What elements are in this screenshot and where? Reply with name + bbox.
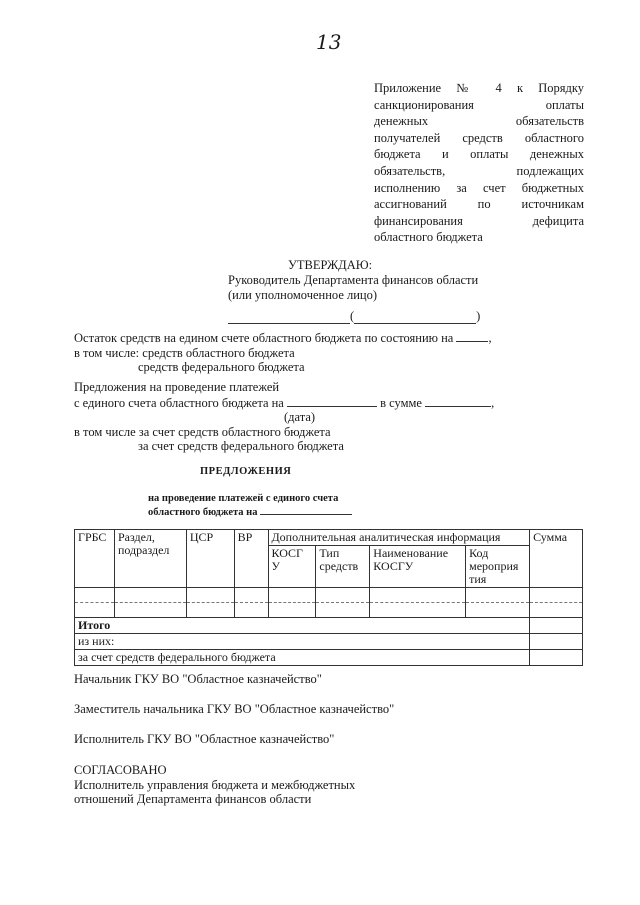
table-cell[interactable]	[530, 603, 583, 618]
agreed-title: СОГЛАСОВАНО	[74, 763, 167, 777]
signature-head: Начальник ГКУ ВО "Областное казначейство"	[74, 672, 322, 686]
appendix-line: ассигнований по источникам	[374, 197, 584, 212]
of-which-sum[interactable]	[530, 634, 583, 650]
appendix-line: Приложение № 4 к Порядку	[374, 81, 584, 95]
approval-block	[228, 258, 480, 324]
table-cell[interactable]	[75, 588, 115, 603]
table-cell[interactable]	[530, 588, 583, 603]
approval-line: Руководитель Департамента финансов области	[228, 273, 479, 287]
proposals-table	[74, 529, 583, 666]
header-kosgu: КОСГ У	[268, 546, 316, 588]
proposals-sum-label: в сумме	[380, 395, 422, 410]
close-paren: )	[476, 309, 481, 323]
total-sum[interactable]	[530, 618, 583, 634]
header-grbs: ГРБС	[75, 530, 115, 588]
appendix-line: исполнению за счет бюджетных	[374, 180, 584, 195]
name-blank[interactable]	[354, 311, 476, 324]
header-csr: ЦСР	[186, 530, 234, 588]
table-cell[interactable]	[370, 603, 466, 618]
table-cell[interactable]	[316, 588, 370, 603]
subheading-line: на проведение платежей с единого счета	[148, 493, 339, 504]
header-vr: ВР	[234, 530, 268, 588]
agreed-line: отношений Департамента финансов области	[74, 792, 312, 806]
proposals-text: с единого счета областного бюджета на	[74, 395, 284, 410]
header-type: Тип средств	[316, 546, 370, 588]
table-cell[interactable]	[114, 603, 186, 618]
proposals-comma: ,	[491, 395, 495, 410]
table-row	[75, 634, 583, 650]
balance-comma: ,	[488, 331, 492, 345]
proposals-regional: в том числе за счет средств областного бюджета	[74, 424, 331, 439]
subheading-text: областного бюджета на	[148, 507, 258, 518]
proposals-date-blank[interactable]	[287, 395, 377, 407]
federal-label: за счет средств федерального бюджета	[75, 650, 530, 666]
approval-title: УТВЕРЖДАЮ:	[288, 258, 373, 272]
appendix-line: областного бюджета	[374, 230, 483, 245]
proposals-line-date	[74, 395, 494, 411]
subheading-date-blank[interactable]	[260, 505, 352, 515]
table-cell[interactable]	[186, 588, 234, 603]
header-event-code: Код мероприя тия	[466, 546, 530, 588]
open-paren: (	[350, 309, 355, 323]
approval-signature-line	[228, 309, 480, 324]
appendix-line: бюджета и оплаты денежных	[374, 147, 584, 162]
table-cell[interactable]	[186, 603, 234, 618]
approval-line: (или уполномоченное лицо)	[228, 288, 378, 302]
signature-executor: Исполнитель ГКУ ВО "Областное казначейство"	[74, 732, 335, 746]
balance-regional: в том числе: средств областного бюджета	[74, 345, 295, 360]
table-row	[75, 618, 583, 634]
table-row	[75, 650, 583, 666]
appendix-note	[374, 80, 584, 246]
agreed-line: Исполнитель управления бюджета и межбюджетных	[74, 777, 356, 792]
proposals-sum-blank[interactable]	[425, 395, 491, 407]
proposals-heading: ПРЕДЛОЖЕНИЯ	[200, 466, 292, 477]
header-kosgu-name: Наименование КОСГУ	[370, 546, 466, 588]
table-cell[interactable]	[234, 603, 268, 618]
proposals-federal: за счет средств федерального бюджета	[138, 439, 344, 453]
table-cell[interactable]	[234, 588, 268, 603]
table-cell[interactable]	[75, 603, 115, 618]
table-cell[interactable]	[316, 603, 370, 618]
table-row	[75, 588, 583, 603]
subheading-line	[148, 505, 352, 519]
table-cell[interactable]	[268, 603, 316, 618]
signature-blank[interactable]	[228, 311, 350, 324]
balance-line	[74, 330, 492, 346]
balance-block	[74, 330, 492, 375]
header-extra-info: Дополнительная аналитическая информация	[268, 530, 530, 546]
total-label: Итого	[75, 618, 530, 634]
header-sum: Сумма	[530, 530, 583, 588]
page-number: 13	[316, 30, 342, 54]
balance-text: Остаток средств на едином счете областного бюджета по состоянию на	[74, 331, 454, 345]
proposals-line: Предложения на проведение платежей	[74, 380, 280, 394]
table-row	[75, 603, 583, 618]
proposals-block	[74, 380, 494, 454]
header-section: Раздел, подраздел	[114, 530, 186, 588]
of-which-label: из них:	[75, 634, 530, 650]
signature-deputy: Заместитель начальника ГКУ ВО "Областное казначейство"	[74, 702, 395, 716]
balance-federal: средств федерального бюджета	[138, 360, 305, 374]
balance-date-blank[interactable]	[456, 330, 488, 342]
appendix-line: обязательств, подлежащих	[374, 163, 584, 178]
table-cell[interactable]	[268, 588, 316, 603]
table-cell[interactable]	[370, 588, 466, 603]
agreed-block	[74, 763, 355, 807]
appendix-line: санкционирования оплаты	[374, 97, 584, 112]
appendix-line: финансирования дефицита	[374, 213, 584, 228]
table-cell[interactable]	[466, 588, 530, 603]
table-cell[interactable]	[114, 588, 186, 603]
table-cell[interactable]	[466, 603, 530, 618]
appendix-line: денежных обязательств	[374, 114, 584, 129]
appendix-line: получателей средств областного	[374, 130, 584, 145]
federal-sum[interactable]	[530, 650, 583, 666]
date-caption: (дата)	[284, 410, 316, 424]
proposals-subheading	[148, 493, 352, 519]
